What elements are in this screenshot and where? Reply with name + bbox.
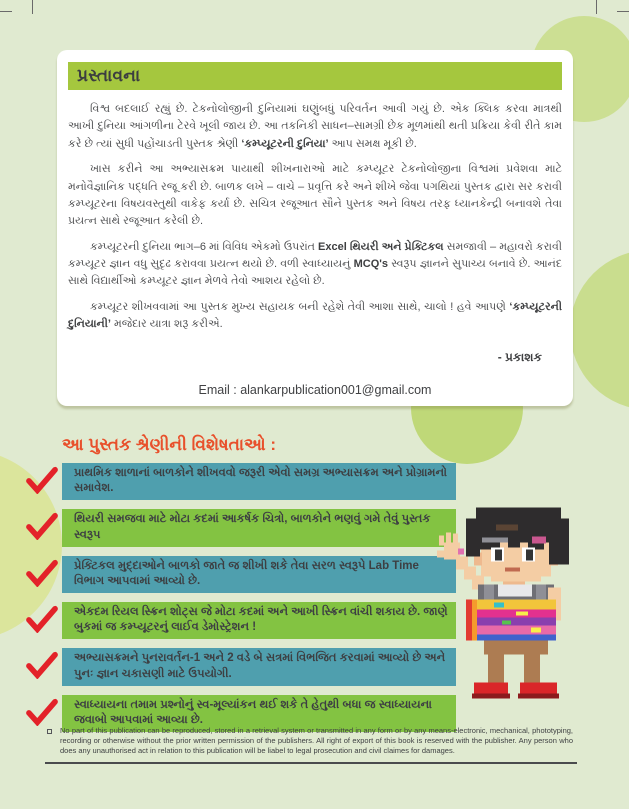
feature-text: સ્વાધ્યાયના તમામ પ્રશ્નોનું સ્વ-મૂલ્યાંકન થઈ શકે તે હેતુથી બધા જ સ્વાધ્યાયના જવાબો આપવામાં આવ્યા છે. <box>62 695 456 732</box>
checkmark-icon <box>26 556 62 592</box>
paragraph-text: સમજાવી – મહાવરો કરાવી કમ્પ્યૂટર જ્ઞાન વધુ સુદૃઢ કરાવવા પ્રયત્ન થયો છે. વળી સ્વાધ્યાયનું <box>68 240 562 270</box>
crop-mark <box>617 11 629 12</box>
checkmark-icon <box>26 648 62 684</box>
paragraph-text: કમ્પ્યૂટરની દુનિયા ભાગ–6 માં વિવિધ એકમો ઉપરાંત <box>90 240 319 253</box>
feature-item <box>26 648 456 685</box>
publisher-signature: - પ્રકાશક <box>497 349 542 364</box>
features-list <box>26 463 456 741</box>
checkmark-icon <box>26 463 62 499</box>
crop-mark <box>0 11 12 12</box>
footer-bullet-square <box>47 729 52 734</box>
preface-paragraph-3 <box>68 239 562 291</box>
preface-paragraph-2: ખાસ કરીને આ અભ્યાસક્રમ પાયાથી શીખનારાઓ માટે કમ્પ્યૂટર ટેકનોલોજીના વિશ્વમાં પ્રવેશવા માટે મનોવૈજ્ઞાનિક પદ્ધતિ રજૂ કરી છે. બાળક લખે – વાચે – પ્રવૃત્તિ કરે અને શીખે જેવા પગથિયાં પુસ્તક દ્વારા સર કરાવી કમ્પ્યૂટરના વિષયવસ્તુથી વાકેફ કર્યા છે. સચિત્ર રજૂઆત સૌને પુસ્તક અને વિષય તરફ ધ્યાનકેન્દ્રી બનાવશે તેવા પ્રયત્ન સાથે રજૂઆત કરેલી છે. <box>68 163 562 228</box>
highlight-mcq: MCQ's <box>353 258 388 270</box>
crop-mark <box>32 0 33 14</box>
paragraph-text: વિશ્વ બદલાઈ રહ્યું છે. ટેકનોલોજીની દુનિયામાં ઘણુંબધું પરિવર્તન આવી ગયું છે. એક ક્લિક કરવા માત્રથી આખી દુનિયા આંગળીના ટેરવે ખૂલી જાય છે. આ તકનિકી સાધન–સામગ્રી છેક મૂળમાંથી થતી પ્રક્રિયા કેવી રીતે કામ કરે છે ત્યાં સુધી પહોંચાડતી પુસ્તક શ્રેણી <box>68 103 562 150</box>
paragraph-text: મજેદાર યાત્રા શરૂ કરીએ. <box>110 318 223 331</box>
feature-text: થિયરી સમજવા માટે મોટા કદમાં આકર્ષક ચિત્રો, બાળકોને ભણવું ગમે તેવું પુસ્તક સ્વરૂપ <box>62 509 456 546</box>
paragraph-text: આપ સમક્ષ મૂકી છે. <box>328 137 417 150</box>
preface-title: પ્રસ્તાવના <box>77 66 141 85</box>
feature-item <box>26 602 456 639</box>
publisher-email: Email : alankarpublication001@gmail.com <box>198 382 432 397</box>
book-series-name: ‘કમ્પ્યૂટરની દુનિયા’ <box>241 137 329 150</box>
crop-mark <box>596 0 597 14</box>
feature-item <box>26 509 456 546</box>
preface-title-band <box>68 62 562 90</box>
preface-paragraph-1 <box>68 101 562 153</box>
student-boy-illustration <box>436 501 581 713</box>
checkmark-icon <box>26 509 62 545</box>
checkmark-icon <box>26 695 62 731</box>
feature-item <box>26 463 456 500</box>
book-series-name: ‘કમ્પ્યૂટરની દુનિયાની’ <box>68 300 562 331</box>
checkmark-icon <box>26 602 62 638</box>
copyright-notice: No part of this publication can be reproduced, stored in a retrieval system or transmitted in any form or by any means-electronic, mechanical, phototyping, recording or otherwise without the prior written permission of the publishers. All right of export of this book is reserved with the publisher. Any person who does any unauthorised act in relation to this publication will be liabel to legal prosecution and civil claimes for damages. <box>60 726 573 756</box>
features-heading: આ પુસ્તક શ્રેણીની વિશેષતાઓ : <box>62 435 277 454</box>
feature-item <box>26 556 456 593</box>
highlight-excel: Excel થિયરી અને પ્રેક્ટિકલ <box>318 240 444 253</box>
paragraph-text: સ્વરૂપ જ્ઞાનને સુપાચ્ય બનાવે છે. આનંદ સાથે વિદ્યાર્થીઓ કમ્પ્યૂટર જ્ઞાન મેળવે તેવો આશય રહેલો છે. <box>68 258 562 288</box>
footer-divider-line <box>45 762 577 764</box>
preface-paragraph-4 <box>68 299 562 334</box>
background-circle <box>570 250 629 410</box>
feature-text: પ્રાથમિક શાળાનાં બાળકોને શીખવવો જરૂરી એવો સમગ્ર અભ્યાસક્રમ અને પ્રોગ્રામનો સમાવેશ. <box>62 463 456 500</box>
paragraph-text: કમ્પ્યૂટર શીખવવામાં આ પુસ્તક મુખ્ય સહાયક બની રહેશે તેવી આશા સાથે, ચાલો ! હવે આપણે <box>90 300 510 313</box>
preface-card <box>57 50 573 406</box>
feature-text: પ્રેક્ટિકલ મુદ્દાઓને બાળકો જાતે જ શીખી શકે તેવા સરળ સ્વરૂપે Lab Time વિભાગ આપવામાં આવ્યો છે. <box>62 556 456 593</box>
feature-text: એકદમ રિયલ સ્ક્રિન શોટ્સ જે મોટા કદમાં અને આખી સ્ક્રિન વાંચી શકાય છે. જાણે બુકમાં જ કમ્પ્યૂટરનું લાઈવ ડેમોસ્ટ્રેશન ! <box>62 602 456 639</box>
feature-text: અભ્યાસક્રમને પુનરાવર્તન-1 અને 2 વડે બે સત્રમાં વિભજિત કરવામાં આવ્યો છે અને પુનઃ જ્ઞાન ચકાસણી માટે ઉપયોગી. <box>62 648 456 685</box>
